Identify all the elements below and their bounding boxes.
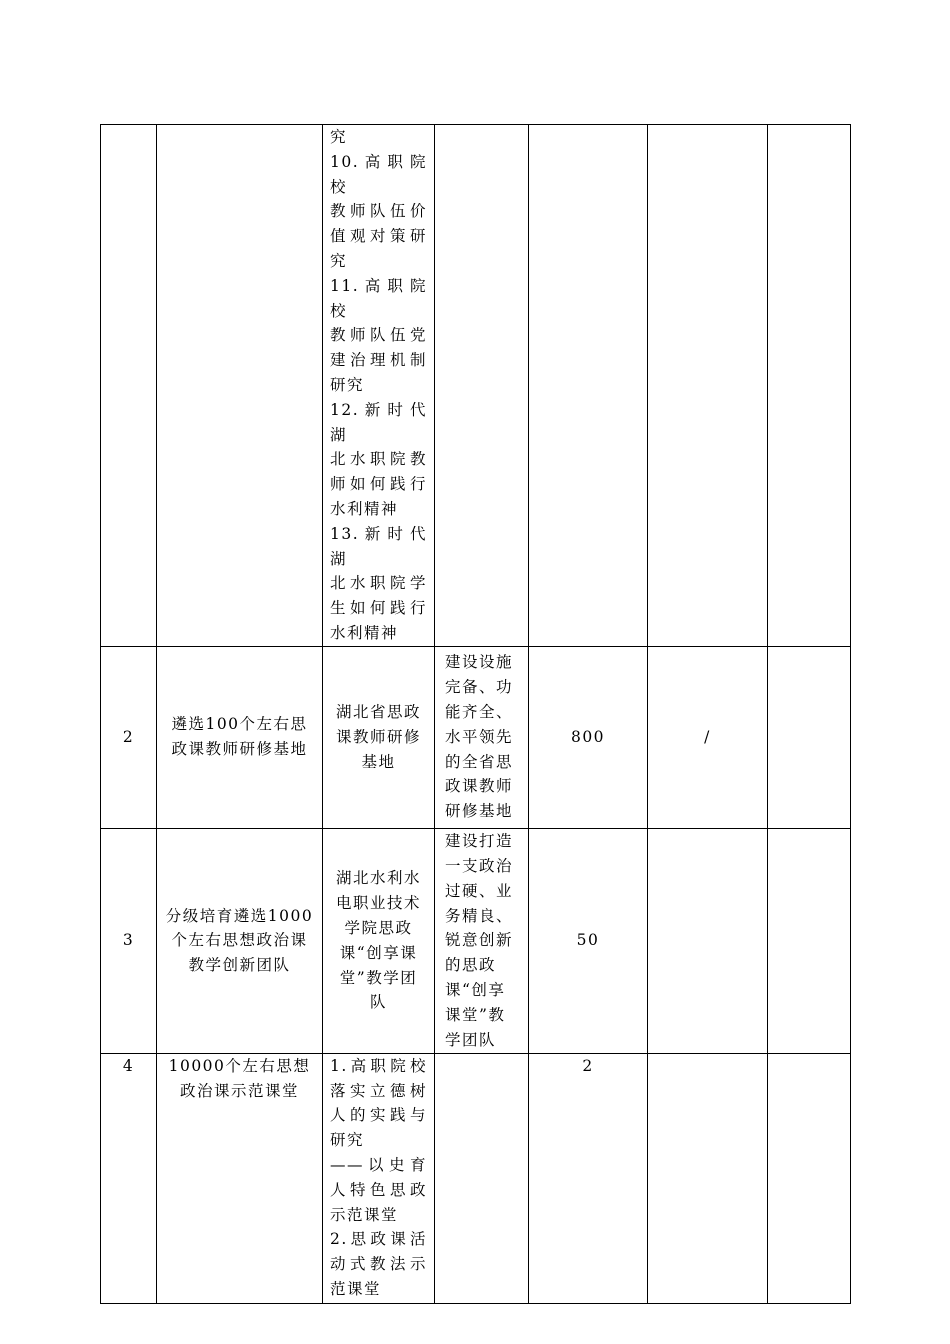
content-cell: [323, 125, 435, 647]
row-number-cell: 4: [101, 1053, 157, 1303]
goal-cell: [435, 1053, 529, 1303]
column-7-cell: [768, 1053, 851, 1303]
row-number-cell: [101, 125, 157, 647]
table-row: [101, 125, 851, 647]
content-cell: 湖北水利水电职业技术学院思政课“创享课堂”教学团队: [323, 828, 435, 1053]
project-cell: 分级培育遴选1000个左右思想政治课教学创新团队: [157, 828, 323, 1053]
table-row: [101, 1053, 851, 1303]
content-line: 10.高职院校: [330, 152, 427, 196]
goal-cell: 建设设施完备、功能齐全、水平领先的全省思政课教师研修基地: [435, 646, 529, 828]
content-line: 落实立德树: [330, 1081, 427, 1100]
table-row: [101, 646, 851, 828]
goal-cell: 建设打造一支政治过硬、业务精良、锐意创新的思政课“创享课堂”教学团队: [435, 828, 529, 1053]
content-line: 研究: [330, 375, 365, 394]
row-number-cell: 3: [101, 828, 157, 1053]
content-line: 1.高职院校: [330, 1056, 427, 1075]
content-line: 水利精神: [330, 499, 399, 518]
content-line: 北水职院学: [330, 574, 427, 593]
amount-cell: 2: [529, 1053, 648, 1303]
amount-cell: 50: [529, 828, 648, 1053]
content-line: ——以史育: [330, 1155, 427, 1174]
content-line: 12.新时代湖: [330, 400, 427, 444]
column-7-cell: [768, 646, 851, 828]
project-cell: 10000个左右思想政治课示范课堂: [157, 1053, 323, 1303]
content-line: 教师队伍价: [330, 202, 427, 221]
content-line: 师如何践行: [330, 475, 427, 494]
content-line: 2.思政课活: [330, 1230, 427, 1249]
content-line: 究: [330, 128, 348, 146]
data-table: [100, 124, 851, 1304]
table-row: [101, 828, 851, 1053]
content-line: 人特色思政: [330, 1180, 427, 1199]
row-number-cell: 2: [101, 646, 157, 828]
amount-cell: 800: [529, 646, 648, 828]
content-line: 究: [330, 251, 348, 270]
content-line: 人的实践与: [330, 1106, 427, 1125]
column-6-cell: /: [648, 646, 768, 828]
content-line: 水利精神: [330, 623, 399, 642]
column-6-cell: [648, 828, 768, 1053]
project-cell: [157, 125, 323, 647]
content-line: 建治理机制: [330, 351, 427, 370]
content-line: 11.高职院校: [330, 276, 427, 320]
content-cell: [323, 1053, 435, 1303]
amount-cell: [529, 125, 648, 647]
content-line: 值观对策研: [330, 227, 427, 246]
content-cell: 湖北省思政课教师研修基地: [323, 646, 435, 828]
content-line: 研究: [330, 1131, 365, 1150]
goal-cell: [435, 125, 529, 647]
content-line: 生如何践行: [330, 599, 427, 618]
column-7-cell: [768, 828, 851, 1053]
content-line: 13.新时代湖: [330, 524, 427, 568]
content-line: 范课堂: [330, 1279, 382, 1298]
column-7-cell: [768, 125, 851, 647]
column-6-cell: [648, 1053, 768, 1303]
content-line: 动式教法示: [330, 1255, 427, 1274]
content-line: 示范课堂: [330, 1205, 399, 1224]
content-line: 北水职院教: [330, 450, 427, 469]
project-cell: 遴选100个左右思政课教师研修基地: [157, 646, 323, 828]
column-6-cell: [648, 125, 768, 647]
content-line: 教师队伍党: [330, 326, 427, 345]
